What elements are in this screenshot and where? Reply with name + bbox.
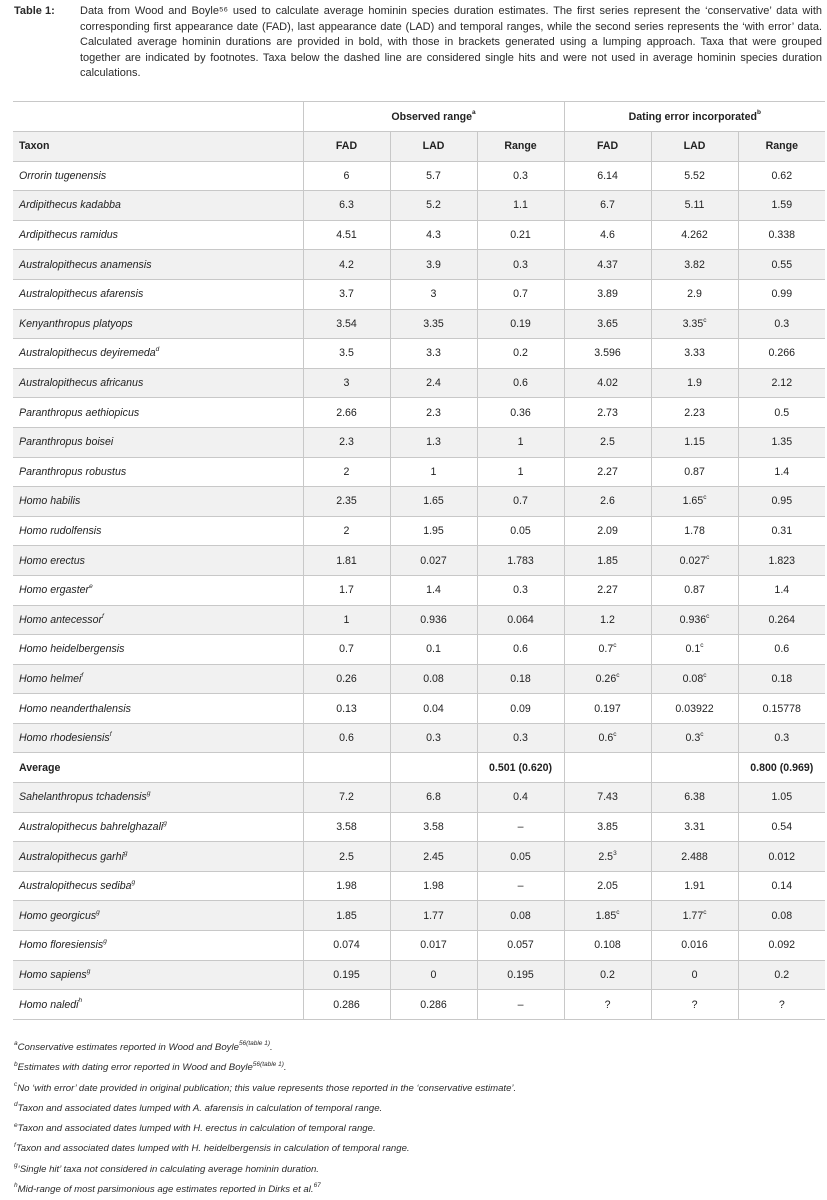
value-cell: 1.3 <box>390 427 477 457</box>
value-cell: 1 <box>477 427 564 457</box>
value-cell: 0.108 <box>564 931 651 961</box>
table-row <box>13 546 825 576</box>
footnote: $^h$Mid-range of most parsimonious age estimates reported in Dirks et al.$^{67}$ <box>14 1182 321 1196</box>
value-cell: 1.9 <box>651 368 738 398</box>
value-cell: 0.3 <box>477 250 564 280</box>
column-header-lad: LAD <box>390 132 477 162</box>
value-cell: ? <box>564 990 651 1020</box>
value-cell: 2 <box>303 516 390 546</box>
value-cell: 0.36 <box>477 398 564 428</box>
value-cell: 6.8 <box>390 783 477 813</box>
value-cell: 1.85 <box>303 901 390 931</box>
average-empty <box>564 753 651 783</box>
value-cell: 0.5 <box>738 398 825 428</box>
table-row <box>13 664 825 694</box>
value-cell: 3.33 <box>651 339 738 369</box>
value-cell: 0.54 <box>738 812 825 842</box>
average-empty <box>651 753 738 783</box>
value-cell: 3.54 <box>303 309 390 339</box>
value-cell: 2.488 <box>651 842 738 872</box>
hominin-duration-table <box>13 101 825 1020</box>
taxon-name-cell: Australopithecus africanus <box>13 368 303 398</box>
value-cell: 2.5 <box>564 427 651 457</box>
value-cell: 0.87 <box>651 457 738 487</box>
value-cell: 2.27 <box>564 575 651 605</box>
value-cell: 0.62 <box>738 161 825 191</box>
taxon-name-cell: Homo naledi$^h$ <box>13 990 303 1020</box>
value-cell: 0.286 <box>303 990 390 1020</box>
group-header-empty <box>13 102 303 132</box>
column-header-range: Range <box>477 132 564 162</box>
taxon-name-cell: Orrorin tugenensis <box>13 161 303 191</box>
taxon-name-cell: Paranthropus robustus <box>13 457 303 487</box>
value-cell: 6.14 <box>564 161 651 191</box>
table-row <box>13 487 825 517</box>
value-cell: 1.77 <box>390 901 477 931</box>
value-cell: 6.3 <box>303 191 390 221</box>
value-cell: 2.6 <box>564 487 651 517</box>
taxon-name-cell: Homo heidelbergensis <box>13 635 303 665</box>
value-cell: 0.26 <box>303 664 390 694</box>
value-cell: 1.7 <box>303 575 390 605</box>
value-cell: 2.73 <box>564 398 651 428</box>
value-cell: 1.4 <box>738 457 825 487</box>
value-cell: 1.77$^c$ <box>651 901 738 931</box>
value-cell: 3.89 <box>564 279 651 309</box>
taxon-name-cell: Homo helmei$^f$ <box>13 664 303 694</box>
average-row <box>13 753 825 783</box>
taxon-name-cell: Homo floresiensis$^g$ <box>13 931 303 961</box>
value-cell: 0.13 <box>303 694 390 724</box>
value-cell: 0.99 <box>738 279 825 309</box>
table-row <box>13 635 825 665</box>
value-cell: 5.52 <box>651 161 738 191</box>
value-cell: 3 <box>303 368 390 398</box>
value-cell: 0.197 <box>564 694 651 724</box>
value-cell: 0.4 <box>477 783 564 813</box>
value-cell: 2.05 <box>564 871 651 901</box>
column-header-fad-error: FAD <box>564 132 651 162</box>
table-row <box>13 901 825 931</box>
value-cell: 0.7 <box>477 279 564 309</box>
table-row <box>13 398 825 428</box>
average-empty <box>303 753 390 783</box>
value-cell: 0.09 <box>477 694 564 724</box>
taxon-name-cell: Homo erectus <box>13 546 303 576</box>
value-cell: – <box>477 871 564 901</box>
value-cell: – <box>477 812 564 842</box>
value-cell: 1.98 <box>390 871 477 901</box>
footnote: $^e$Taxon and associated dates lumped with H. erectus in calculation of temporal range. <box>14 1121 376 1135</box>
footnote: $^g$‘Single hit’ taxa not considered in calculating average hominin duration. <box>14 1162 319 1175</box>
value-cell: 3.35$^c$ <box>651 309 738 339</box>
table-row <box>13 842 825 872</box>
value-cell: 0.195 <box>477 960 564 990</box>
table-row <box>13 960 825 990</box>
table-row <box>13 161 825 191</box>
value-cell: 6 <box>303 161 390 191</box>
average-body <box>13 753 825 783</box>
value-cell: 2 <box>303 457 390 487</box>
table-row <box>13 694 825 724</box>
taxon-name-cell: Ardipithecus ramidus <box>13 220 303 250</box>
value-cell: 0.18 <box>477 664 564 694</box>
value-cell: 1 <box>390 457 477 487</box>
value-cell: 0.08 <box>477 901 564 931</box>
value-cell: 0.6 <box>477 368 564 398</box>
value-cell: 1.783 <box>477 546 564 576</box>
value-cell: 4.51 <box>303 220 390 250</box>
value-cell: 5.11 <box>651 191 738 221</box>
value-cell: 0.7$^c$ <box>564 635 651 665</box>
value-cell: 3.58 <box>303 812 390 842</box>
value-cell: 0.338 <box>738 220 825 250</box>
table-row <box>13 812 825 842</box>
value-cell: 0.08 <box>390 664 477 694</box>
main-taxa-body <box>13 161 825 753</box>
value-cell: 0.3 <box>477 161 564 191</box>
taxon-name-cell: Homo georgicus$^g$ <box>13 901 303 931</box>
value-cell: 4.6 <box>564 220 651 250</box>
taxon-name-cell: Australopithecus afarensis <box>13 279 303 309</box>
value-cell: 0.95 <box>738 487 825 517</box>
table-row <box>13 309 825 339</box>
value-cell: 2.4 <box>390 368 477 398</box>
value-cell: 4.262 <box>651 220 738 250</box>
value-cell: 1.15 <box>651 427 738 457</box>
value-cell: 1 <box>477 457 564 487</box>
value-cell: 4.2 <box>303 250 390 280</box>
value-cell: 0.18 <box>738 664 825 694</box>
taxon-name-cell: Homo rhodesiensis$^f$ <box>13 723 303 753</box>
value-cell: 0.26$^c$ <box>564 664 651 694</box>
value-cell: 2.66 <box>303 398 390 428</box>
value-cell: 0.195 <box>303 960 390 990</box>
value-cell: 0.7 <box>303 635 390 665</box>
value-cell: 0.08$^c$ <box>651 664 738 694</box>
value-cell: 3.58 <box>390 812 477 842</box>
value-cell: 0.15778 <box>738 694 825 724</box>
taxon-name-cell: Homo ergaster$^e$ <box>13 575 303 605</box>
taxon-name-cell: Australopithecus sediba$^g$ <box>13 871 303 901</box>
value-cell: $2.5^3$ <box>564 842 651 872</box>
value-cell: 0.03922 <box>651 694 738 724</box>
value-cell: 0.04 <box>390 694 477 724</box>
value-cell: 2.27 <box>564 457 651 487</box>
taxon-name-cell: Sahelanthropus tchadensis$^g$ <box>13 783 303 813</box>
value-cell: 2.12 <box>738 368 825 398</box>
taxon-name-cell: Australopithecus anamensis <box>13 250 303 280</box>
value-cell: 3.35 <box>390 309 477 339</box>
value-cell: 1.85 <box>564 546 651 576</box>
value-cell: 0.092 <box>738 931 825 961</box>
taxon-name-cell: Australopithecus bahrelghazali$^g$ <box>13 812 303 842</box>
value-cell: 1.78 <box>651 516 738 546</box>
value-cell: 0 <box>651 960 738 990</box>
value-cell: 0.3 <box>390 723 477 753</box>
average-empty <box>390 753 477 783</box>
value-cell: – <box>477 990 564 1020</box>
value-cell: 1.59 <box>738 191 825 221</box>
value-cell: 0.21 <box>477 220 564 250</box>
value-cell: 0.08 <box>738 901 825 931</box>
value-cell: 2.35 <box>303 487 390 517</box>
value-cell: 0.2 <box>738 960 825 990</box>
value-cell: 2.3 <box>303 427 390 457</box>
taxon-name-cell: Australopithecus deyiremeda$^d$ <box>13 339 303 369</box>
average-observed-value: 0.501 (0.620) <box>477 753 564 783</box>
value-cell: 0.6 <box>738 635 825 665</box>
value-cell: 2.23 <box>651 398 738 428</box>
value-cell: 0.016 <box>651 931 738 961</box>
taxon-name-cell: Homo sapiens$^g$ <box>13 960 303 990</box>
value-cell: 0.027 <box>390 546 477 576</box>
value-cell: 1.85$^c$ <box>564 901 651 931</box>
value-cell: 0.074 <box>303 931 390 961</box>
table-row <box>13 457 825 487</box>
value-cell: ? <box>651 990 738 1020</box>
value-cell: 7.43 <box>564 783 651 813</box>
value-cell: 2.09 <box>564 516 651 546</box>
taxon-name-cell: Homo neanderthalensis <box>13 694 303 724</box>
value-cell: 0.7 <box>477 487 564 517</box>
value-cell: 1.4 <box>390 575 477 605</box>
value-cell: 2.5 <box>303 842 390 872</box>
value-cell: 1 <box>303 605 390 635</box>
value-cell: 0.14 <box>738 871 825 901</box>
table-row <box>13 191 825 221</box>
average-dating-value: 0.800 (0.969) <box>738 753 825 783</box>
value-cell: 3.31 <box>651 812 738 842</box>
value-cell: 1.4 <box>738 575 825 605</box>
table-caption <box>14 4 822 82</box>
value-cell: 0.6 <box>477 635 564 665</box>
value-cell: 0.3 <box>477 723 564 753</box>
value-cell: 1.823 <box>738 546 825 576</box>
footnote: $^f$Taxon and associated dates lumped with H. heidelbergensis in calculation of temporal range. <box>14 1141 410 1155</box>
value-cell: 2.9 <box>651 279 738 309</box>
footnote: $^c$No ‘with error’ date provided in original publication; this value represents those reported in the ‘conservative estimate’. <box>14 1080 517 1094</box>
table-row <box>13 368 825 398</box>
table-row <box>13 427 825 457</box>
taxon-name-cell: Ardipithecus kadabba <box>13 191 303 221</box>
footnote: $^d$Taxon and associated dates lumped with A. afarensis in calculation of temporal range. <box>14 1101 383 1114</box>
footnote: $^b$Estimates with dating error reported in Wood and Boyle$^{56(table 1)}$. <box>14 1060 287 1074</box>
column-header-row <box>13 132 825 162</box>
group-header-observed: Observed range$^a$ <box>303 102 564 132</box>
table-row <box>13 339 825 369</box>
value-cell: 1.65$^c$ <box>651 487 738 517</box>
value-cell: 3 <box>390 279 477 309</box>
table-row <box>13 931 825 961</box>
value-cell: 1.35 <box>738 427 825 457</box>
value-cell: 1.1 <box>477 191 564 221</box>
table-row <box>13 279 825 309</box>
value-cell: 0.264 <box>738 605 825 635</box>
table-row <box>13 723 825 753</box>
table-row <box>13 220 825 250</box>
table-row <box>13 250 825 280</box>
value-cell: 0.064 <box>477 605 564 635</box>
value-cell: 0.027$^c$ <box>651 546 738 576</box>
group-header-row <box>13 102 825 132</box>
value-cell: 3.65 <box>564 309 651 339</box>
column-header-fad: FAD <box>303 132 390 162</box>
value-cell: 0.017 <box>390 931 477 961</box>
value-cell: 0.012 <box>738 842 825 872</box>
value-cell: 3.85 <box>564 812 651 842</box>
value-cell: 4.3 <box>390 220 477 250</box>
value-cell: 0.3$^c$ <box>651 723 738 753</box>
value-cell: 3.82 <box>651 250 738 280</box>
column-header-lad-error: LAD <box>651 132 738 162</box>
value-cell: 5.7 <box>390 161 477 191</box>
table-row <box>13 516 825 546</box>
value-cell: 0.2 <box>564 960 651 990</box>
value-cell: 3.7 <box>303 279 390 309</box>
value-cell: 1.81 <box>303 546 390 576</box>
value-cell: 0.057 <box>477 931 564 961</box>
value-cell: 0.3 <box>477 575 564 605</box>
footnotes <box>14 1038 822 1200</box>
column-header-range-error: Range <box>738 132 825 162</box>
value-cell: 0.6$^c$ <box>564 723 651 753</box>
footnote: $^a$Conservative estimates reported in Wood and Boyle$^{56(table 1)}$. <box>14 1040 273 1053</box>
value-cell: 0.1$^c$ <box>651 635 738 665</box>
value-cell: 0.936 <box>390 605 477 635</box>
value-cell: 0.936$^c$ <box>651 605 738 635</box>
value-cell: 3.9 <box>390 250 477 280</box>
value-cell: 2.45 <box>390 842 477 872</box>
value-cell: 0.55 <box>738 250 825 280</box>
value-cell: 0.3 <box>738 309 825 339</box>
caption-text: Data from Wood and Boyle⁵⁶ used to calculate average hominin species duration estimates. The first series represent the ‘conservative’ data with corresponding first appearance date (FAD), last appearance date (LAD) and temporal ranges, while the second series represents the ‘with error’ data. Calculated average hominin durations are provided in bold, with those in brackets generated using a lumping approach. Taxa that were grouped together are indicated by footnotes. Taxa below the dashed line are considered single hits and were not used in average hominin species duration calculations. <box>80 5 822 79</box>
value-cell: 0.05 <box>477 516 564 546</box>
value-cell: 2.3 <box>390 398 477 428</box>
value-cell: 1.05 <box>738 783 825 813</box>
value-cell: 1.91 <box>651 871 738 901</box>
value-cell: 6.7 <box>564 191 651 221</box>
table-row <box>13 871 825 901</box>
value-cell: 3.596 <box>564 339 651 369</box>
single-hit-taxa-body <box>13 783 825 1020</box>
average-label: Average <box>13 753 303 783</box>
table-row <box>13 783 825 813</box>
value-cell: 4.02 <box>564 368 651 398</box>
taxon-name-cell: Paranthropus boisei <box>13 427 303 457</box>
value-cell: 1.95 <box>390 516 477 546</box>
value-cell: 6.38 <box>651 783 738 813</box>
value-cell: 0.266 <box>738 339 825 369</box>
caption-label: Table 1: <box>14 5 55 17</box>
value-cell: 0 <box>390 960 477 990</box>
value-cell: 0.31 <box>738 516 825 546</box>
value-cell: 1.65 <box>390 487 477 517</box>
taxon-name-cell: Australopithecus garhi$^g$ <box>13 842 303 872</box>
taxon-name-cell: Homo rudolfensis <box>13 516 303 546</box>
value-cell: 0.87 <box>651 575 738 605</box>
table-row <box>13 990 825 1020</box>
table-row <box>13 605 825 635</box>
value-cell: 0.3 <box>738 723 825 753</box>
value-cell: 0.05 <box>477 842 564 872</box>
value-cell: 1.98 <box>303 871 390 901</box>
group-header-dating-error: Dating error incorporated$^b$ <box>564 102 825 132</box>
taxon-name-cell: Homo habilis <box>13 487 303 517</box>
value-cell: 0.6 <box>303 723 390 753</box>
taxon-name-cell: Kenyanthropus platyops <box>13 309 303 339</box>
value-cell: 0.2 <box>477 339 564 369</box>
column-header-taxon: Taxon <box>13 132 303 162</box>
value-cell: 7.2 <box>303 783 390 813</box>
value-cell: 0.1 <box>390 635 477 665</box>
taxon-name-cell: Paranthropus aethiopicus <box>13 398 303 428</box>
value-cell: 3.3 <box>390 339 477 369</box>
value-cell: 0.19 <box>477 309 564 339</box>
value-cell: 5.2 <box>390 191 477 221</box>
table-row <box>13 575 825 605</box>
value-cell: 4.37 <box>564 250 651 280</box>
value-cell: ? <box>738 990 825 1020</box>
value-cell: 3.5 <box>303 339 390 369</box>
taxon-name-cell: Homo antecessor$^f$ <box>13 605 303 635</box>
value-cell: 0.286 <box>390 990 477 1020</box>
value-cell: 1.2 <box>564 605 651 635</box>
